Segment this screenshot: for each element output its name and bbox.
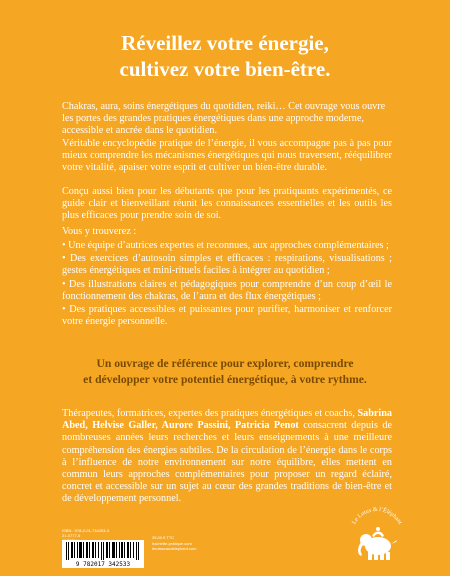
authors-rest: consacrent depuis de nombreuses années leurs recherches et leurs enseignements à une meilleure compréhension des énergies subtiles. De la circulation de l’énergie dans le corps à l’influence de notre environnement sur notre équilibre, elles mettent en commun leurs approches complémentaires pour proposer un regard éclairé, concret et accessible sur un sujet au cœur des grandes traditions de bien-être et de développement personnel. (62, 420, 392, 505)
list-intro: Vous y trouverez : (62, 226, 137, 237)
website-2: leruisseaudelephant.com (152, 546, 197, 551)
price-block (152, 535, 262, 552)
description-paragraph-1: Véritable encyclopédie pratique de l’énergie, il vous accompagne pas à pas pour mieux comprendre les mécanismes énergétiques qui nous traversent, rééquilibrer votre vitalité, apaiser votre esprit et cultiver un bien-être durable. (62, 138, 392, 174)
barcode-bars (66, 542, 140, 560)
website-1: hachette-pratique.com (152, 540, 192, 546)
isbn-line: 21-0777-5 (62, 533, 81, 538)
intro-paragraph: Chakras, aura, soins énergétiques du quotidien, reiki… Cet ouvrage vous ouvre les portes des grandes pratiques énergétiques dans une approche moderne, accessible et ancrée dans le quotidien. (62, 101, 386, 137)
isbn-line: ISBN : 978-2-01-734253-3 (62, 528, 109, 533)
headline-line-2: cultivez votre bien-être. (119, 57, 331, 81)
author-names: Sabrina Abed, Helvise Galler, Aurore Passini, Patricia Penot (62, 408, 392, 432)
list-item: • Une équipe d’autrices expertes et reconnues, aux approches complémentaires ; (62, 240, 389, 251)
list-item: • Des exercices d’autosoin simples et efficaces : respirations, visualisations ; gestes énergétiques et mini-rituels faciles à intégrer au quotidien ; (62, 253, 392, 277)
authors-lead: Thérapeutes, formatrices, expertes des pratiques énergétiques et coachs, (62, 408, 358, 419)
barcode (62, 540, 144, 568)
price: 35,00 € TTC (152, 535, 175, 540)
list-item: • Des pratiques accessibles et puissantes pour purifier, harmoniser et renforcer votre énergie personnelle. (62, 304, 392, 328)
highlight-statement (0, 356, 450, 388)
authors-paragraph (62, 408, 392, 506)
svg-text:Le Lotus & l’Éléphant (351, 506, 403, 526)
headline (0, 30, 450, 82)
highlight-line-1: Un ouvrage de référence pour explorer, comprendre (96, 357, 354, 370)
publisher-logo (342, 500, 412, 570)
publisher-name: Le Lotus & l’Éléphant (351, 506, 403, 526)
list-item: • Des illustrations claires et pédagogiques pour comprendre d’un coup d’œil le fonctionnement des chakras, de l’aura et des flux énergétiques ; (62, 278, 392, 302)
barcode-digits: 9 782017 342533 (75, 561, 131, 568)
headline-line-1: Réveillez votre énergie, (121, 31, 329, 55)
elephant-icon (342, 500, 412, 570)
highlight-line-2: et développer votre potentiel énergétique, à votre rythme. (83, 373, 367, 386)
features-list (62, 240, 392, 329)
description-paragraph-2: Conçu aussi bien pour les débutants que pour les pratiquants expérimentés, ce guide clair et bienveillant réunit les connaissances essentielles et les outils les plus efficaces pour prendre soin de soi. (62, 186, 392, 222)
